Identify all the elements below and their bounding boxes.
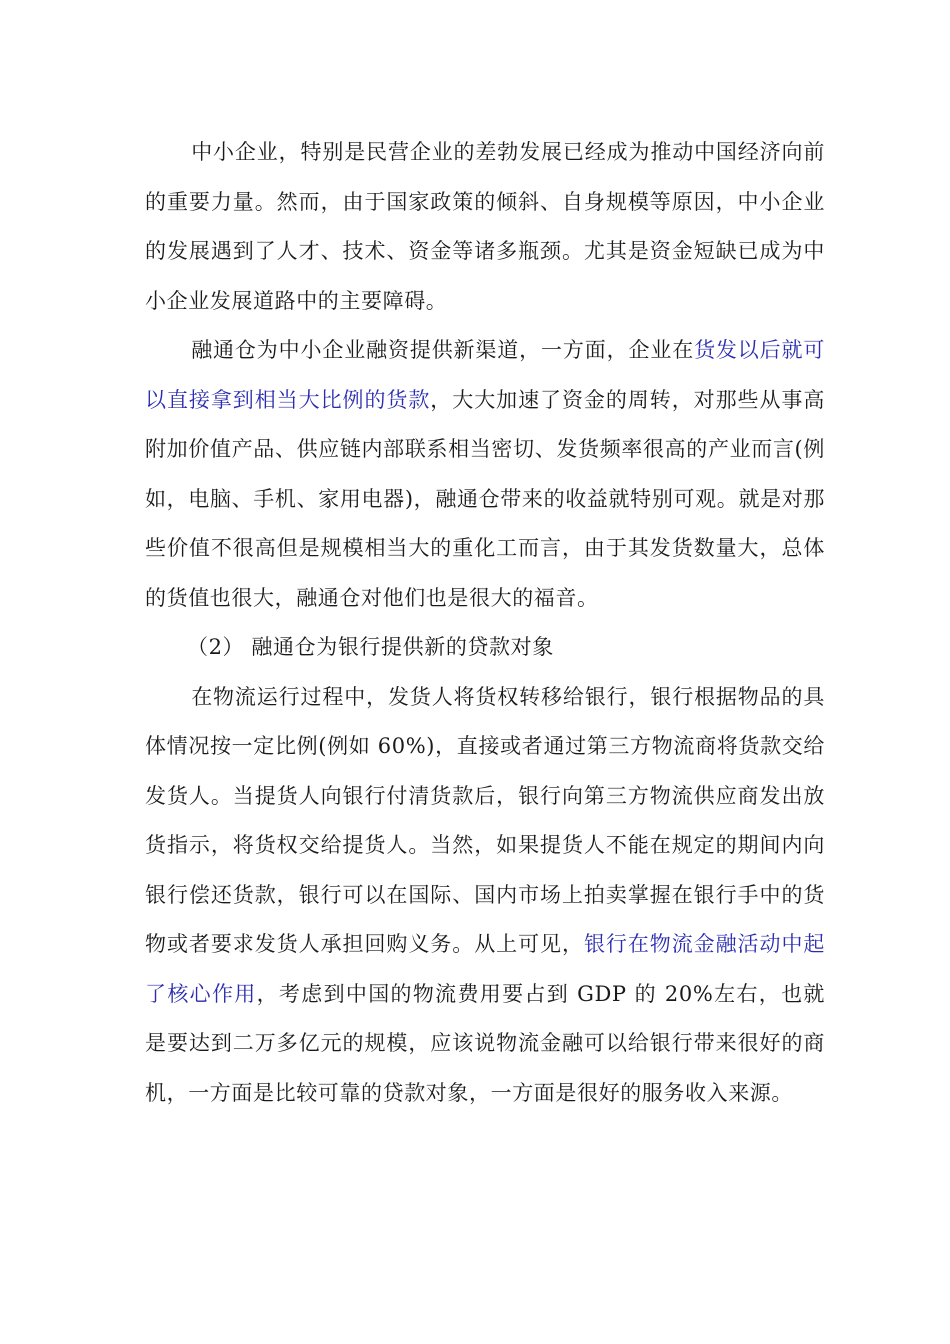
- paragraph-text: 中小企业，特别是民营企业的差勃发展已经成为推动中国经济向前的重要力量。然而，由于国家政策的倾斜、自身规模等原因，中小企业的发展遇到了人才、技术、资金等诸多瓶颈。尤其是资金短缺已成为中小企业发展道路中的主要障碍。: [145, 140, 825, 313]
- paragraph-text: 融通仓为中小企业融资提供新渠道，一方面，企业在: [191, 338, 695, 362]
- paragraph-text: ，大大加速了资金的周转，对那些从事高附加价值产品、供应链内部联系相当密切、发货频率很高的产业而言(例如，电脑、手机、家用电器)，融通仓带来的收益就特别可观。就是对那些价值不很高但是规模相当大的重化工而言，由于其发货数量大，总体的货值也很大，融通仓对他们也是很大的福音。: [145, 387, 825, 610]
- section-heading-text: （2） 融通仓为银行提供新的贷款对象: [187, 635, 554, 659]
- highlighted-text: 货发以后就可以直接拿到相当大比例的货款: [145, 338, 825, 412]
- paragraph-sme-importance: [145, 128, 825, 326]
- paragraph-bank-role: [145, 673, 825, 1119]
- document-body: [145, 128, 825, 1118]
- highlighted-text: 银行在物流金融活动中起了核心作用: [145, 932, 826, 1006]
- paragraph-text: 在物流运行过程中，发货人将货权转移给银行，银行根据物品的具体情况按一定比例(例如 60%)，直接或者通过第三方物流商将货款交给发货人。当提货人向银行付清货款后，银行向第三方物流供应商发出放货指示，将货权交给提货人。当然，如果提货人不能在规定的期间内向银行偿还货款，银行可以在国际、国内市场上拍卖掌握在银行手中的货物或者要求发货人承担回购义务。从上可见，: [145, 684, 825, 956]
- section-heading: [145, 623, 825, 673]
- paragraph-text: ，考虑到中国的物流费用要占到 GDP 的 20%左右，也就是要达到二万多亿元的规模，应该说物流金融可以给银行带来很好的商机，一方面是比较可靠的贷款对象，一方面是很好的服务收入来源。: [145, 981, 826, 1105]
- paragraph-financing-channel: [145, 326, 825, 623]
